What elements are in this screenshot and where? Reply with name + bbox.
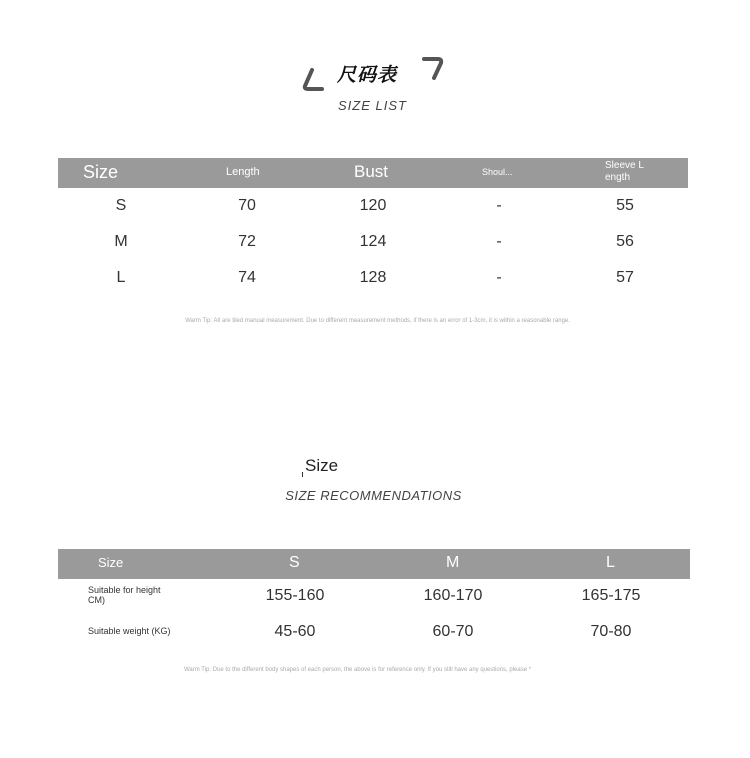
table-row <box>58 587 690 623</box>
row-label-height: Suitable for height CM) <box>88 585 161 605</box>
cell-size: M <box>114 233 128 250</box>
header-m: M <box>446 554 460 571</box>
cell-bust: 120 <box>359 197 387 214</box>
cell-sleeve-length: 57 <box>616 269 634 286</box>
header-shoulder: Shoul... <box>482 167 513 177</box>
header-size: Size <box>83 162 119 182</box>
cell-s-weight: 45-60 <box>274 623 316 640</box>
cell-length: 74 <box>238 269 256 286</box>
cell-size: S <box>115 197 127 214</box>
size-list-title: 尺码表 <box>337 64 398 86</box>
size-list-header-row <box>58 158 688 188</box>
header-bust: Bust <box>354 162 389 181</box>
cell-shoulder: - <box>496 197 502 214</box>
cell-bust: 128 <box>359 269 387 286</box>
recommendations-subtitle: SIZE RECOMMENDATIONS <box>285 488 462 503</box>
size-list-subtitle: SIZE LIST <box>338 98 407 113</box>
row-label-weight: Suitable weight (KG) <box>88 626 171 636</box>
reference-tip: Warm Tip: Due to the different body shapes of each person, the above is for reference only. If you still have any questions, please * <box>183 667 532 673</box>
header-length: Length <box>226 166 260 178</box>
cell-length: 70 <box>238 197 256 214</box>
table-row <box>58 197 688 233</box>
table-row <box>58 623 690 659</box>
table-row <box>58 269 688 305</box>
left-bracket-decoration-icon <box>302 68 324 92</box>
title-tick-mark <box>302 472 303 477</box>
cell-bust: 124 <box>359 233 387 250</box>
cell-length: 72 <box>238 233 256 250</box>
cell-m-weight: 60-70 <box>432 623 474 640</box>
header-s: S <box>289 554 300 571</box>
measurement-tip: Warm Tip: All are tiled manual measurement. Due to different measurement methods, if there is an error of 1-3cm, it is within a reasonable range. <box>185 318 570 324</box>
cell-l-height: 165-175 <box>581 587 641 604</box>
recommendations-header-row <box>58 549 690 579</box>
cell-m-height: 160-170 <box>423 587 483 604</box>
cell-size: L <box>116 269 126 286</box>
cell-s-height: 155-160 <box>265 587 325 604</box>
cell-shoulder: - <box>496 269 502 286</box>
header-sleeve-length: Sleeve Length <box>605 160 644 183</box>
header-l: L <box>606 554 615 571</box>
cell-sleeve-length: 55 <box>616 197 634 214</box>
header-size: Size <box>98 555 124 570</box>
table-row <box>58 233 688 269</box>
right-bracket-decoration-icon <box>422 56 444 80</box>
recommendations-title: Size <box>305 456 339 475</box>
cell-l-weight: 70-80 <box>590 623 632 640</box>
cell-shoulder: - <box>496 233 502 250</box>
cell-sleeve-length: 56 <box>616 233 634 250</box>
